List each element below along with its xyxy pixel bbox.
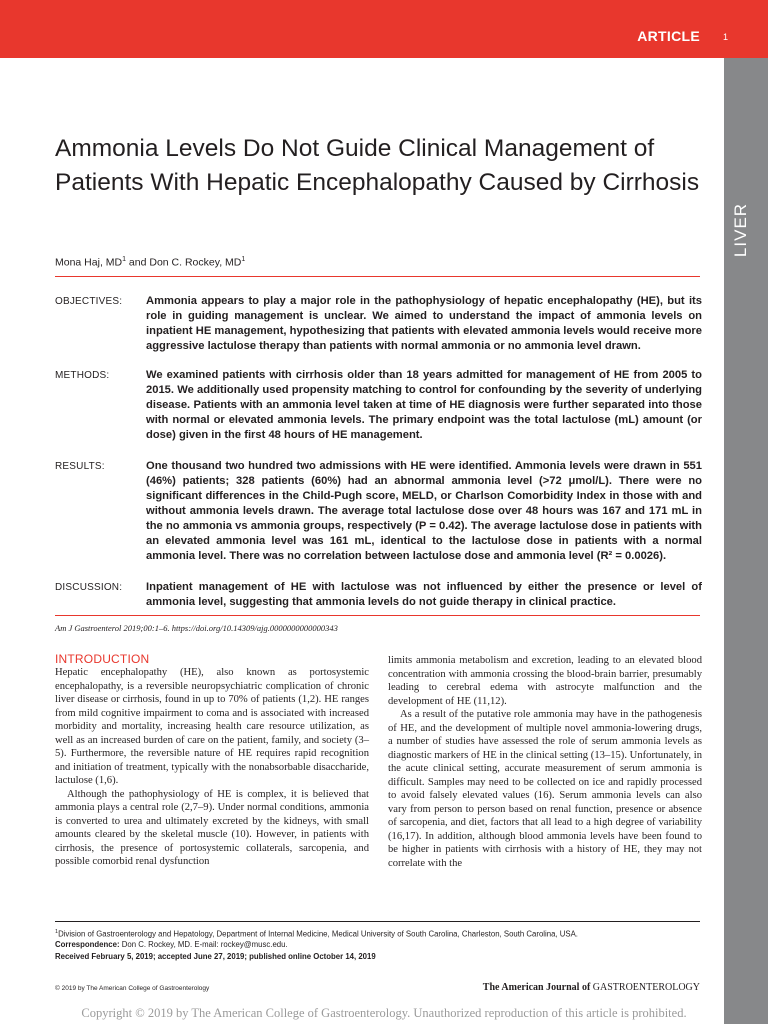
copyright-notice: Copyright © 2019 by The American College of Gastroenterology. Unauthorized reproduction of this article is prohibited. [81,1006,687,1020]
results-label: RESULTS: [55,461,105,472]
author-2: Don C. Rockey, MD [149,256,242,269]
paragraph: Hepatic encephalopathy (HE), also known as portosystemic encephalopathy, is a reversible neuropsychiatric complication of chronic liver disease or cirrhosis, found in up to 70% of patients (1,2). HE ranges from mild cognitive impairment to coma and is associated with increased morbidity and mortality, increasing health care resource utilization, as well as an increased burden of care on the patient, family, and society (3–5). Furthermore, the reversible nature of HE requires rapid recognition and initiation of treatment, typically with the nonabsorbable disaccharide, lactulose (1,6). [55,667,369,786]
citation: Am J Gastroenterol 2019;00:1–6. https://doi.org/10.14309/ajg.0000000000000343 [55,623,338,633]
section-tab-label: LIVER [731,202,751,258]
affiliation-text: Division of Gastroenterology and Hepatology, Department of Internal Medicine, Medical University of South Carolina, Charleston, South Carolina, USA. [58,929,578,939]
author-2-affiliation: 1 [241,256,246,263]
article-label: ARTICLE [637,28,700,44]
body-column-left [55,666,369,869]
correspondence-label: Correspondence: [55,940,120,949]
discussion-label: DISCUSSION: [55,582,123,593]
author-1: Mona Haj, MD [55,256,123,269]
methods-label: METHODS: [55,370,110,381]
author-connector: and [126,256,150,269]
paragraph: limits ammonia metabolism and excretion, leading to an elevated blood concentration with ammonia crossing the blood-brain barrier, presumably leading to cerebral edema with astrocyte malfunction and the development of HE (11,12). [388,655,702,707]
header-bar [0,0,768,58]
methods-text: We examined patients with cirrhosis older than 18 years admitted for management of HE from 2005 to 2015. We additionally used propensity matching to control for confounding by the severity of underlying disease. Patients with an ammonia level taken at time of HE diagnosis were further separated into those with normal or elevated ammonia levels. The primary endpoint was the total lactulose (mL) amount (or dose) given in the first 48 hours of HE management. [146,369,702,441]
authors [55,256,245,269]
results-text: One thousand two hundred two admissions with HE were identified. Ammonia levels were drawn in 551 (46%) patients; 328 patients (60%) had an abnormal ammonia level (>72 μmol/L). There were no significant differences in the Child-Pugh score, MELD, or Charlson Comorbidity Index in those with and without ammonia levels drawn. The average total lactulose dose over 48 hours was 167 and 171 mL in the no ammonia vs ammonia groups, respectively (P = 0.42). The average lactulose dose in patients with an elevated ammonia level was 161 mL, identical to the lactulose dose in patients with a normal ammonia level. There was no correlation between lactulose dose and ammonia level (R² = 0.0026). [146,460,702,562]
footnote-rule [55,921,700,922]
correspondence-text: Don C. Rockey, MD. E-mail: rockey@musc.edu. [121,940,288,949]
page-number: 1 [722,32,728,42]
objectives-label: OBJECTIVES: [55,296,123,307]
received-text: Received February 5, 2019; accepted June 27, 2019; published online October 14, 2019 [55,952,376,961]
objectives-text: Ammonia appears to play a major role in the pathophysiology of hepatic encephalopathy (HE), but its role in guiding management is unclear. We aimed to understand the impact of ammonia levels on inpatient HE management, hypothesizing that patients with elevated ammonia levels would receive more aggressive lactulose therapy than patients with normal ammonia or no ammonia level drawn. [146,295,702,352]
article-title: Ammonia Levels Do Not Guide Clinical Management of Patients With Hepatic Encephalopathy Caused by Cirrhosis [55,135,700,196]
abstract-bottom-rule [55,615,700,616]
discussion-text: Inpatient management of HE with lactulose was not influenced by either the presence or level of ammonia level, suggesting that ammonia levels do not guide therapy in clinical practice. [146,581,702,608]
abstract-top-rule [55,276,700,277]
section-tab [724,58,768,1024]
correspondence-footnote [55,940,288,949]
introduction-heading: INTRODUCTION [55,652,150,666]
paragraph: As a result of the putative role ammonia may have in the pathogenesis of HE, and the development of multiple novel ammonia-lowering drugs, a number of studies have assessed the role of serum ammonia levels as diagnostic markers of HE in the clinical setting (13–15). Unfortunately, in the acute clinical setting, accurate measurement of serum ammonia is difficult. Samples may need to be collected on ice and rapidly processed to avoid falsely elevated values (16). Serum ammonia levels can also vary from person to person based on renal function, presence or absence of sarcopenia, and diet, factors that all lead to a high degree of variability (16,17). In addition, although blood ammonia levels have been found to be higher in patients with cirrhosis with a history of HE, they may not correlate with the [388,709,702,869]
journal-name [483,982,700,993]
received-footnote [55,952,376,961]
journal-prefix: The American Journal of [482,982,593,993]
affiliation-footnote [55,929,578,939]
paragraph: Although the pathophysiology of HE is complex, it is believed that ammonia plays a central role (2,7–9). Under normal conditions, ammonia is converted to urea and ultimately excreted by the kidneys, with small amounts cleared by the skeletal muscle (10). However, in patients with cirrhosis, the presence of portosystemic collaterals, sarcopenia, and possible comorbid renal dysfunction [55,788,369,867]
footer-copyright: © 2019 by The American College of Gastroenterology [55,985,210,992]
author-1-affiliation: 1 [122,256,127,263]
journal-title: GASTROENTEROLOGY [592,982,700,993]
body-column-right [388,654,702,870]
affiliation-number: 1 [55,929,59,935]
